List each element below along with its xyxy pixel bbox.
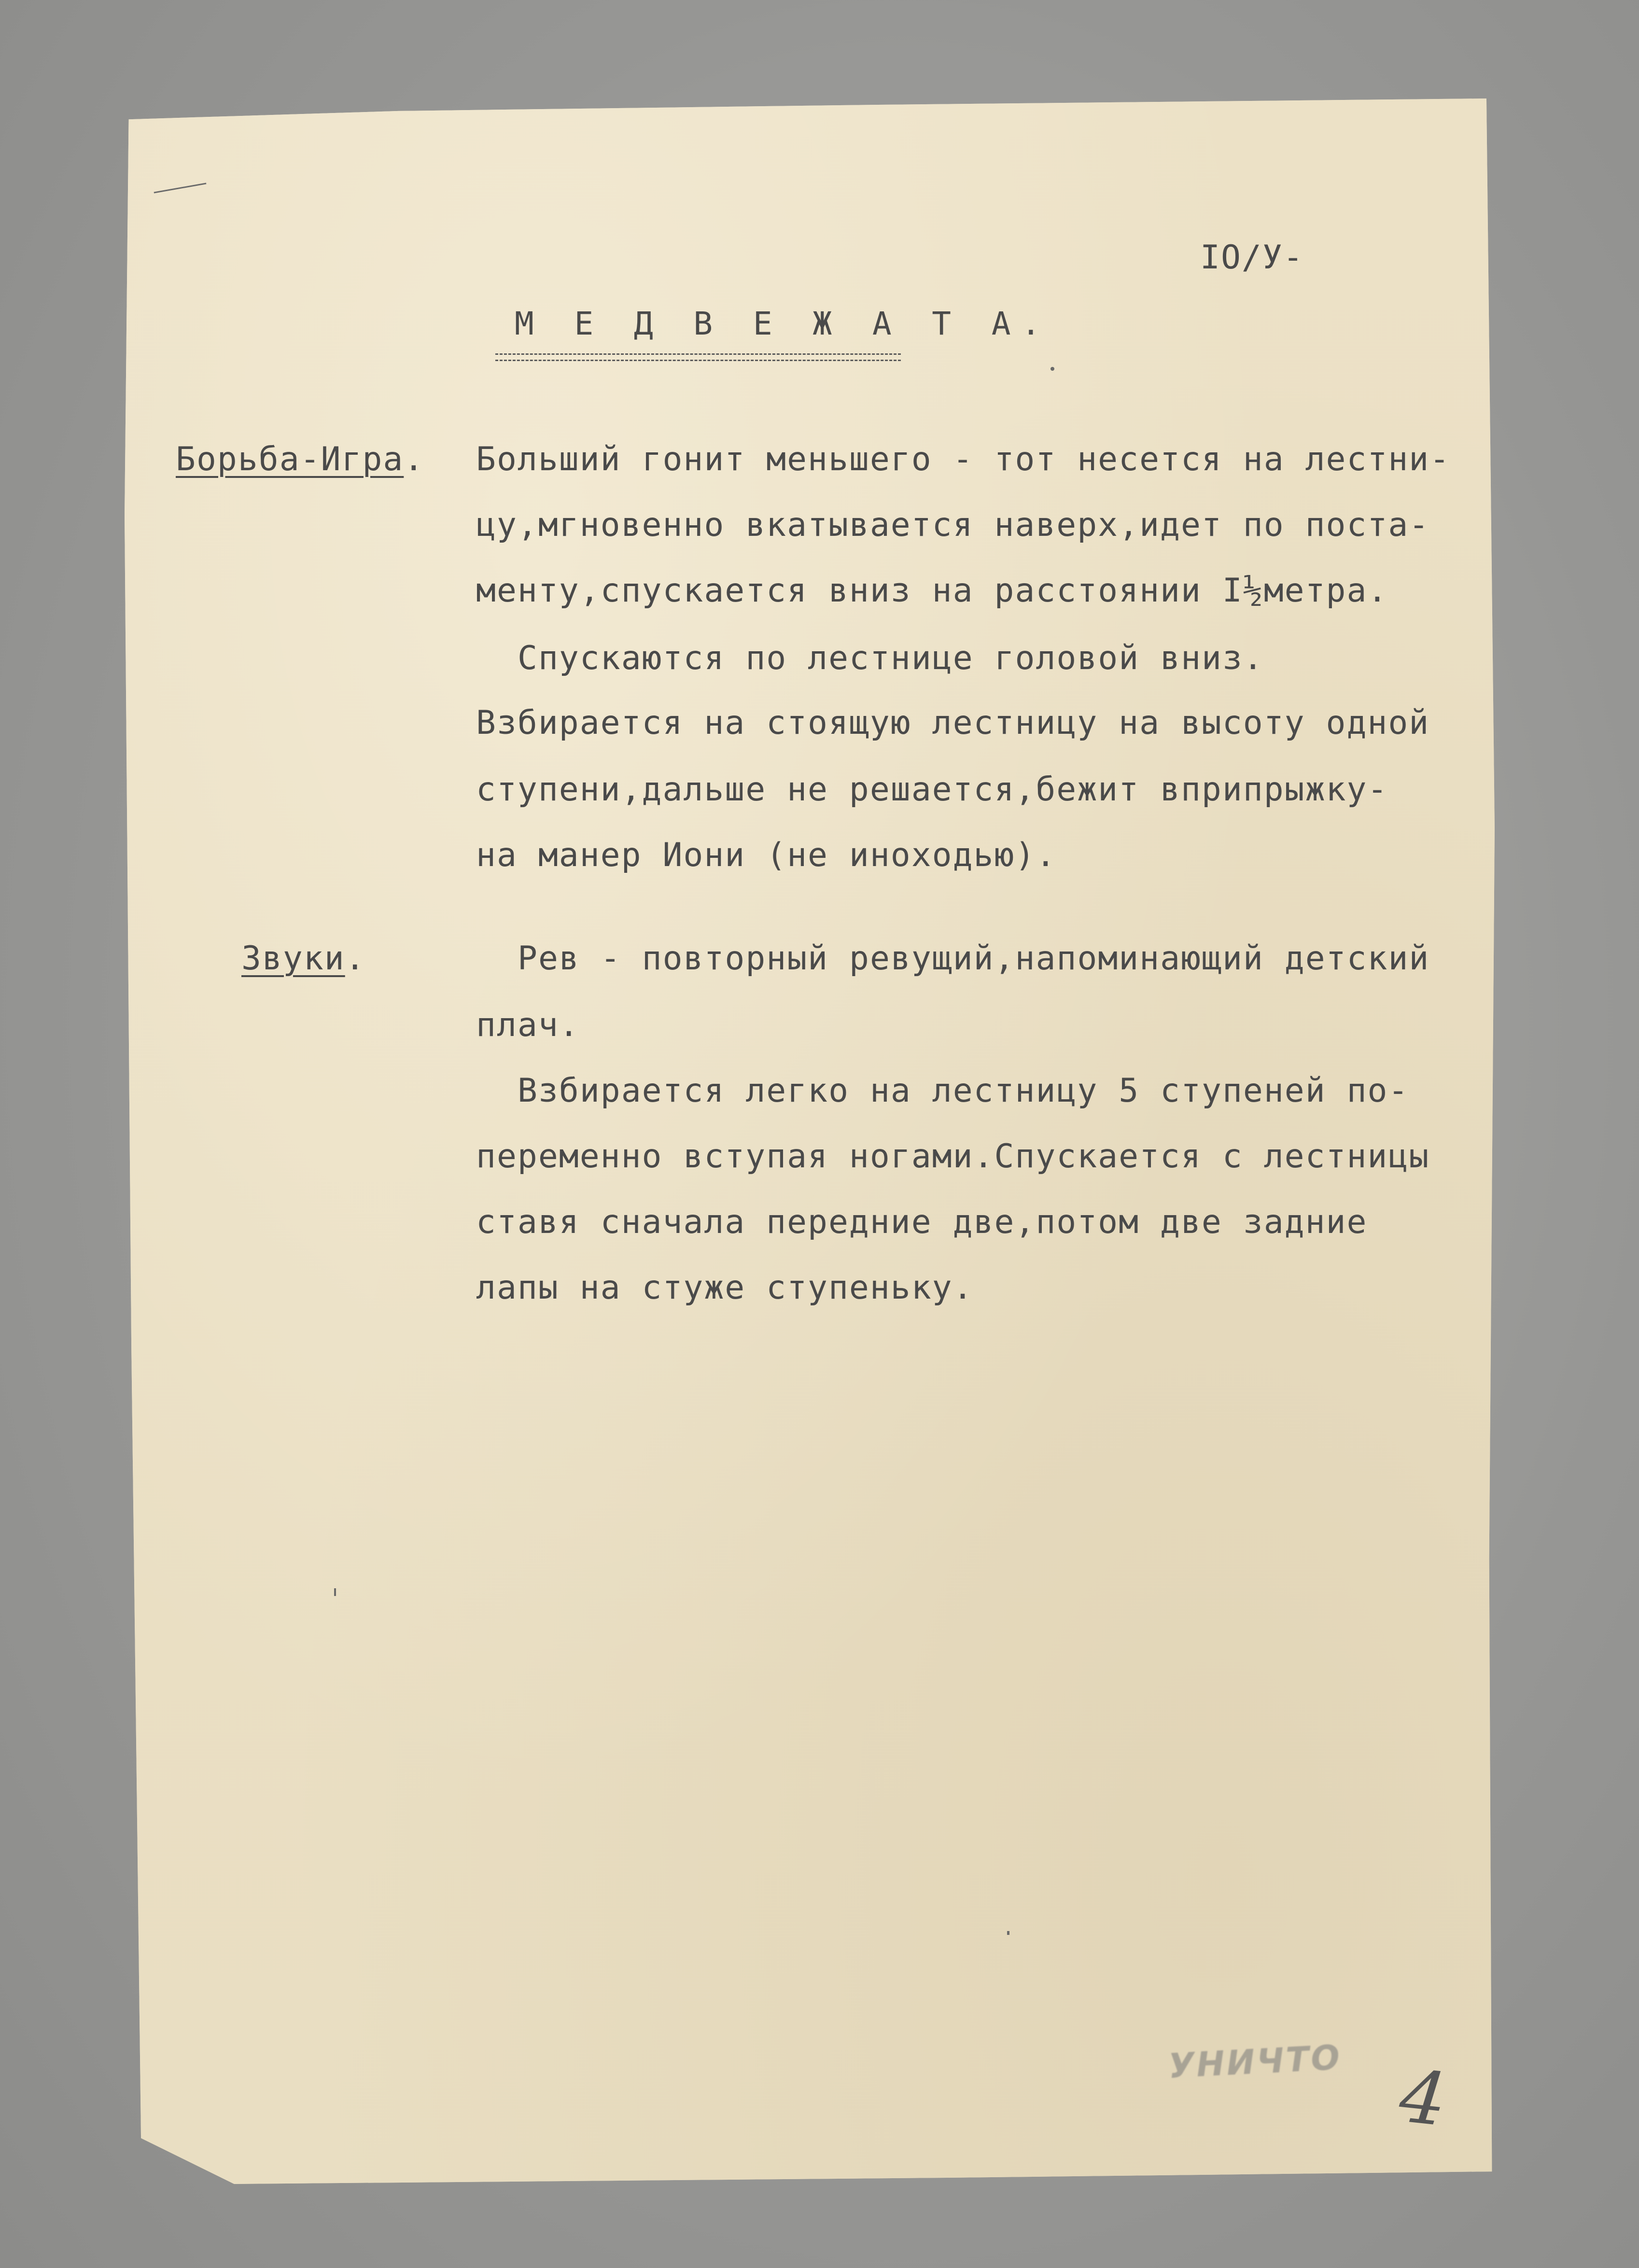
section-line: переменно вступая ногами.Спускается с лестницы bbox=[476, 1137, 1430, 1176]
paper-mark bbox=[1007, 1931, 1009, 1935]
faint-stamp: УНИЧТО bbox=[1167, 2037, 1343, 2086]
section-line: лапы на стуже ступеньку. bbox=[476, 1269, 974, 1307]
document-title: М Е Д В Е Ж А Т А. bbox=[515, 305, 1051, 342]
section-line: Спускаются по лестнице головой вниз. bbox=[518, 639, 1264, 677]
section-label-play: Борьба-Игра. bbox=[176, 440, 425, 478]
section-label-sounds: Звуки. bbox=[241, 939, 366, 978]
section-line: Взбирается легко на лестницу 5 ступеней по- bbox=[518, 1072, 1409, 1110]
title-double-underline bbox=[495, 353, 901, 361]
section-line: цу,мгновенно вкатывается наверх,идет по поста- bbox=[476, 506, 1430, 544]
section-line: Больший гонит меньшего - тот несется на лестни- bbox=[476, 440, 1451, 478]
folio-number: IO/У- bbox=[1200, 238, 1304, 277]
paper-mark bbox=[1051, 367, 1054, 371]
paper-mark bbox=[334, 1588, 336, 1596]
section-line: плач. bbox=[476, 1006, 580, 1044]
section-line: ставя сначала передние две,потом две задние bbox=[476, 1203, 1368, 1241]
section-line: менту,спускается вниз на расстоянии I½метра. bbox=[476, 572, 1388, 610]
section-line: на манер Иони (не иноходью). bbox=[476, 836, 1057, 874]
section-line: ступени,дальше не решается,бежит вприпрыжку- bbox=[476, 770, 1388, 809]
section-line: Рев - повторный ревущий,напоминающий детский bbox=[518, 939, 1430, 978]
section-line: Взбирается на стоящую лестницу на высоту одной bbox=[476, 704, 1430, 742]
handwritten-page-number: 4 bbox=[1396, 2054, 1451, 2143]
